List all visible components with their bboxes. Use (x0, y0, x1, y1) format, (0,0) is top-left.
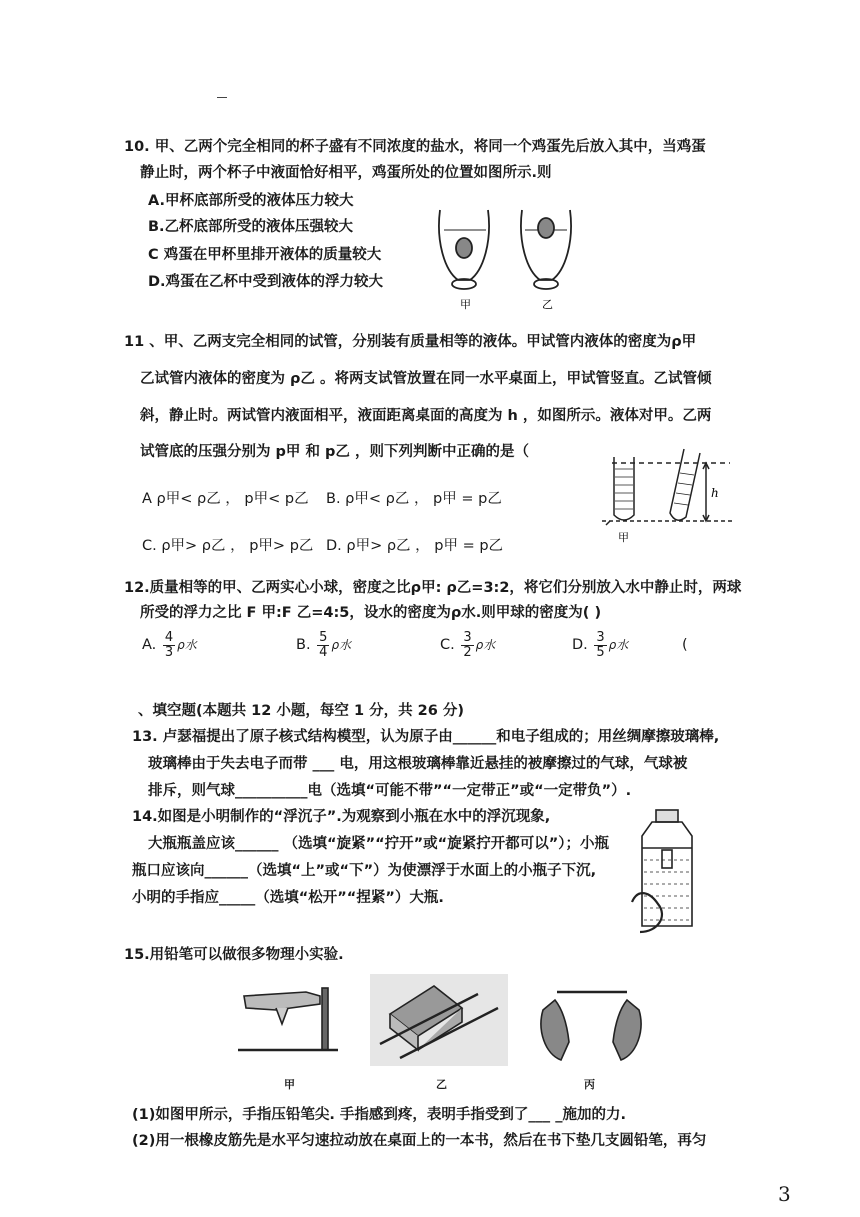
q12-option-a: A. $\frac{4}{3}$ ρ水 (142, 629, 197, 660)
q15-sub1: (1)如图甲所示，手指压铅笔尖. 手指感到疼，表明手指受到了___ _施加的力. (132, 1107, 626, 1123)
q14-line1: 14.如图是小明制作的“浮沉子”.为观察到小瓶在水中的浮沉现象, (132, 809, 551, 825)
q10-stem-line1: 10. 甲、乙两个完全相同的杯子盛有不同浓度的盐水，将同一个鸡蛋先后放入其中，当鸡蛋 (124, 139, 706, 155)
q12-option-b: B. $\frac{5}{4}$ ρ水 (296, 629, 352, 660)
q15-figure-bing (533, 980, 649, 1064)
q10-fig-label-yi: 乙 (542, 298, 553, 311)
q12-tail-paren: ( (682, 637, 688, 653)
stray-mark (217, 97, 227, 98)
q14-line2: 大瓶瓶盖应该______ （选填“旋紧”“拧开”或“旋紧拧开都可以”）；小瓶 (148, 836, 609, 852)
q15-fig-label-yi: 乙 (436, 1078, 447, 1091)
q13-line2: 玻璃棒由于失去电子而带 ___ 电，用这根玻璃棒靠近悬挂的被摩擦过的气球，气球被 (148, 756, 688, 772)
q11-option-b: B. ρ甲< ρ乙 ， p甲 = p乙 (326, 491, 502, 507)
section2-title: 、填空题(本题共 12 小题，每空 1 分，共 26 分) (138, 703, 464, 719)
q10-egg-cups-figure (430, 200, 590, 315)
q10-option-d: D.鸡蛋在乙杯中受到液体的浮力较大 (148, 274, 384, 290)
q14-line4: 小明的手指应_____（选填“松开”“捏紧”）大瓶. (132, 890, 444, 906)
q15-figure-jia (236, 978, 340, 1060)
q13-line3: 排斥，则气球__________电（选填“可能不带”“一定带正”或“一定带负”）. (148, 783, 632, 799)
q11-option-c: C. ρ甲> ρ乙 ， p甲> p乙 (142, 538, 314, 554)
q14-cartesian-diver-figure (628, 808, 708, 936)
q15-sub2: (2)用一根橡皮筋先是水平匀速拉动放在桌面上的一本书，然后在书下垫几支圆铅笔，再匀 (132, 1133, 707, 1149)
q11-fig-h: h (711, 486, 719, 500)
q11-option-d: D. ρ甲> ρ乙 ， p甲 = p乙 (326, 538, 504, 554)
q11-test-tubes-figure (600, 445, 740, 545)
q15-line1: 15.用铅笔可以做很多物理小实验. (124, 947, 344, 963)
q10-option-c: C 鸡蛋在甲杯里排开液体的质量较大 (148, 247, 382, 263)
q14-line3: 瓶口应该向______（选填“上”或“下”）为使漂浮于水面上的小瓶子下沉, (132, 863, 597, 879)
q15-fig-label-bing: 丙 (584, 1078, 595, 1091)
q12-line1: 12.质量相等的甲、乙两实心小球，密度之比ρ甲: ρ乙=3:2，将它们分别放入水中静止时，两球 (124, 580, 742, 596)
q12-option-c: C. $\frac{3}{2}$ ρ水 (440, 629, 496, 660)
q11-line3: 斜，静止时。两试管内液面相平，液面距离桌面的高度为 h ，如图所示。液体对甲。乙两 (140, 408, 712, 424)
q11-line2: 乙试管内液体的密度为 ρ乙 。将两支试管放置在同一水平桌面上，甲试管竖直。乙试管倾 (140, 371, 712, 387)
q12-option-d: D. $\frac{3}{5}$ ρ水 (572, 629, 629, 660)
q11-line1: 11 、甲、乙两支完全相同的试管，分别装有质量相等的液体。甲试管内液体的密度为ρ甲 (124, 334, 697, 350)
q10-stem-line2: 静止时，两个杯子中液面恰好相平，鸡蛋所处的位置如图所示.则 (140, 165, 552, 181)
page-number: 3 (778, 1182, 791, 1206)
q11-line4: 试管底的压强分别为 p甲 和 p乙 ，则下列判断中正确的是（ (140, 444, 529, 460)
q10-option-a: A.甲杯底部所受的液体压力较大 (148, 193, 354, 209)
q15-figure-yi (370, 974, 508, 1066)
q15-fig-label-jia: 甲 (284, 1078, 295, 1091)
q13-line1: 13. 卢瑟福提出了原子核式结构模型，认为原子由______和电子组成的；用丝绸摩擦玻璃棒, (132, 729, 720, 745)
q12-line2: 所受的浮力之比 F 甲:F 乙=4:5，设水的密度为ρ水.则甲球的密度为( ) (140, 605, 602, 621)
q11-option-a: A ρ甲< ρ乙 ， p甲< p乙 (142, 491, 309, 507)
q11-fig-label: 甲 (618, 531, 629, 544)
q10-option-b: B.乙杯底部所受的液体压强较大 (148, 219, 354, 235)
q10-fig-label-jia: 甲 (460, 298, 471, 311)
